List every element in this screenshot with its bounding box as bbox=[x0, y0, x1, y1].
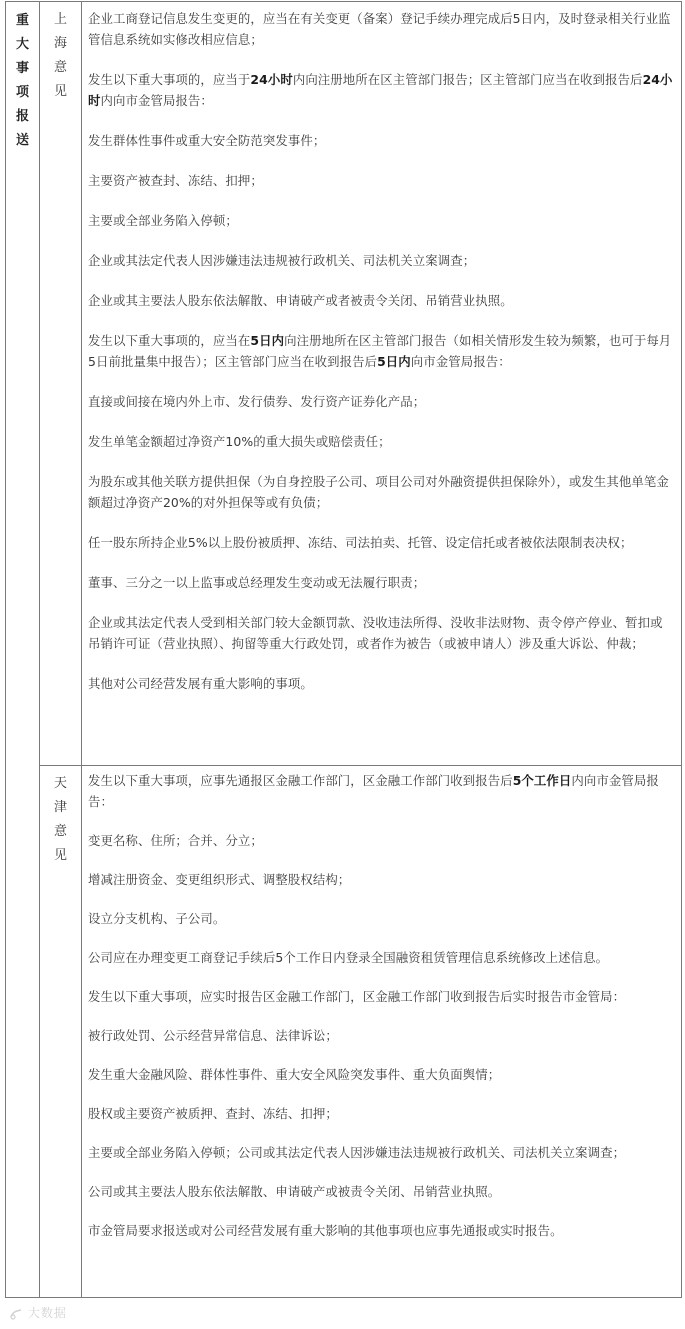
text-run: 增减注册资金、变更组织形式、调整股权结构； bbox=[88, 872, 351, 887]
text-run: 发生以下重大事项，应实时报告区金融工作部门，区金融工作部门收到报告后实时报告市金管局： bbox=[88, 989, 626, 1004]
text-run: 董事、三分之一以上监事或总经理发生变动或无法履行职责； bbox=[88, 575, 426, 590]
emphasis-text: 5个工作日 bbox=[512, 773, 572, 788]
content-cell-shanghai bbox=[82, 2, 682, 766]
paragraph bbox=[88, 471, 673, 513]
paragraph bbox=[88, 770, 673, 812]
paragraph bbox=[88, 947, 673, 968]
paragraph bbox=[88, 1064, 673, 1085]
text-run: 发生以下重大事项的，应当在 bbox=[88, 333, 251, 348]
region-content-tianjin bbox=[82, 766, 681, 1241]
text-run: 内向市金管局报告： bbox=[100, 93, 213, 108]
text-run: 被行政处罚、公示经营异常信息、法律诉讼； bbox=[88, 1028, 338, 1043]
emphasis-text: 5日内 bbox=[377, 354, 411, 369]
paragraph bbox=[88, 986, 673, 1007]
paragraph bbox=[88, 1220, 673, 1241]
text-run: 内向注册地所在区主管部门报告；区主管部门应当在收到报告后 bbox=[292, 72, 643, 87]
emphasis-text: 24小时 bbox=[88, 72, 673, 108]
paragraph bbox=[88, 532, 673, 553]
region-label-cell-shanghai bbox=[40, 2, 82, 766]
text-run: 企业或其法定代表人因涉嫌违法违规被行政机关、司法机关立案调查； bbox=[88, 253, 476, 268]
paragraph bbox=[88, 1142, 673, 1163]
paragraph bbox=[88, 69, 673, 111]
text-run: 发生重大金融风险、群体性事件、重大安全风险突发事件、重大负面舆情； bbox=[88, 1067, 501, 1082]
text-run: 发生以下重大事项的，应当于 bbox=[88, 72, 251, 87]
section-label-cell bbox=[6, 2, 40, 1298]
watermark-text: 大数据 bbox=[27, 1306, 67, 1320]
emphasis-text: 5日内 bbox=[250, 333, 285, 348]
text-run: 公司应在办理变更工商登记手续后5个工作日内登录全国融资租赁管理信息系统修改上述信息。 bbox=[88, 950, 609, 965]
text-run: 任一股东所持企业5%以上股份被质押、冻结、司法拍卖、托管、设定信托或者被依法限制表决权； bbox=[88, 535, 633, 550]
paragraph bbox=[88, 1181, 673, 1202]
text-run: 股权或主要资产被质押、查封、冻结、扣押； bbox=[88, 1106, 338, 1121]
paragraph bbox=[88, 250, 673, 271]
section-label: 重 大 事 项 报 送 bbox=[15, 13, 29, 148]
text-run: 发生群体性事件或重大安全防范突发事件； bbox=[88, 133, 326, 148]
paragraph bbox=[88, 830, 673, 851]
paragraph bbox=[88, 330, 673, 372]
text-run: 主要或全部业务陷入停顿； bbox=[88, 213, 238, 228]
text-run: 为股东或其他关联方提供担保（为自身控股子公司、项目公司对外融资提供担保除外），或发生其他单笔金额超过净资产20%的对外担保等或有负债； bbox=[88, 474, 669, 510]
region-label-cell-tianjin bbox=[40, 766, 82, 1298]
paragraph bbox=[88, 8, 673, 50]
paragraph bbox=[88, 612, 673, 654]
paragraph bbox=[88, 1025, 673, 1046]
text-run: 主要或全部业务陷入停顿；公司或其法定代表人因涉嫌违法违规被行政机关、司法机关立案调查； bbox=[88, 1145, 626, 1160]
logo-icon bbox=[9, 1308, 23, 1320]
text-run: 向市金管局报告： bbox=[410, 354, 511, 369]
text-run: 直接或间接在境内外上市、发行债券、发行资产证券化产品； bbox=[88, 394, 426, 409]
region-label-tianjin: 天 津 意 见 bbox=[53, 776, 67, 863]
text-run: 主要资产被查封、冻结、扣押； bbox=[88, 173, 263, 188]
watermark bbox=[9, 1304, 67, 1321]
text-run: 企业或其主要法人股东依法解散、申请破产或者被责令关闭、吊销营业执照。 bbox=[88, 293, 513, 308]
text-run: 发生单笔金额超过净资产10%的重大损失或赔偿责任； bbox=[88, 434, 391, 449]
paragraph bbox=[88, 908, 673, 929]
text-run: 变更名称、住所；合并、分立； bbox=[88, 833, 263, 848]
paragraph bbox=[88, 1103, 673, 1124]
region-content-shanghai bbox=[82, 2, 681, 694]
paragraph bbox=[88, 210, 673, 231]
text-run: 公司或其主要法人股东依法解散、申请破产或被责令关闭、吊销营业执照。 bbox=[88, 1184, 501, 1199]
content-cell-tianjin bbox=[82, 766, 682, 1298]
paragraph bbox=[88, 572, 673, 593]
text-run: 市金管局要求报送或对公司经营发展有重大影响的其他事项也应事先通报或实时报告。 bbox=[88, 1223, 563, 1238]
text-run: 发生以下重大事项，应事先通报区金融工作部门，区金融工作部门收到报告后 bbox=[88, 773, 513, 788]
paragraph bbox=[88, 431, 673, 452]
text-run: 企业或其法定代表人受到相关部门较大金额罚款、没收违法所得、没收非法财物、责令停产停业、暂扣或吊销许可证（营业执照）、拘留等重大行政处罚，或者作为被告（或被申请人）涉及重大诉讼、仲裁； bbox=[88, 615, 663, 651]
emphasis-text: 24小时 bbox=[250, 72, 293, 87]
paragraph bbox=[88, 673, 673, 694]
paragraph bbox=[88, 391, 673, 412]
text-run: 内向市金管局报告： bbox=[88, 773, 659, 809]
paragraph bbox=[88, 869, 673, 890]
text-run: 设立分支机构、子公司。 bbox=[88, 911, 226, 926]
table-row-tianjin bbox=[6, 766, 682, 1298]
text-run: 企业工商登记信息发生变更的，应当在有关变更（备案）登记手续办理完成后5日内，及时登录相关行业监管信息系统如实修改相应信息； bbox=[88, 11, 671, 47]
report-table bbox=[5, 1, 682, 1298]
text-run: 其他对公司经营发展有重大影响的事项。 bbox=[88, 676, 313, 691]
region-label-shanghai: 上 海 意 见 bbox=[53, 12, 67, 99]
text-run: 向注册地所在区主管部门报告（如相关情形发生较为频繁，也可于每月5日前批量集中报告）；区主管部门应当在收到报告后 bbox=[88, 333, 672, 369]
paragraph bbox=[88, 290, 673, 311]
paragraph bbox=[88, 130, 673, 151]
paragraph bbox=[88, 170, 673, 191]
table-row-shanghai bbox=[6, 2, 682, 766]
